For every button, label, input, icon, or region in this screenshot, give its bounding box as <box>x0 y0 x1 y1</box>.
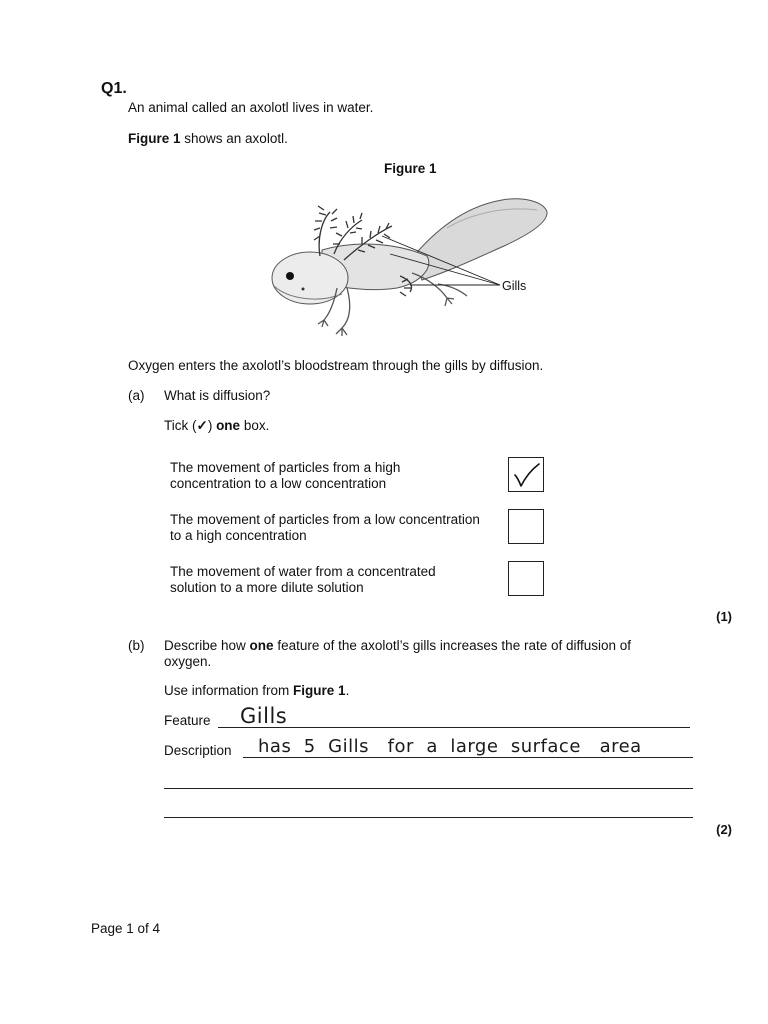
tick-bold: one <box>216 418 241 433</box>
axolotl-eye <box>286 272 294 280</box>
description-label: Description <box>164 743 232 758</box>
option-1-line-1: The movement of particles from a high <box>170 460 401 475</box>
question-number: Q1. <box>101 80 127 97</box>
axolotl-tail <box>412 199 547 280</box>
oxygen-text: Oxygen enters the axolotl’s bloodstream through the gills by diffusion. <box>128 358 544 373</box>
part-a-question: What is diffusion? <box>164 388 271 403</box>
part-b-label: (b) <box>128 638 145 653</box>
tick-mid: ) <box>207 418 217 433</box>
answer-line-3[interactable] <box>164 788 693 789</box>
figure-ref-rest: shows an axolotl. <box>180 131 288 146</box>
option-3-checkbox[interactable] <box>508 561 544 596</box>
part-a-marks: (1) <box>716 609 732 624</box>
option-3-text <box>170 564 500 596</box>
tick-symbol: ✓ <box>196 418 208 433</box>
gills-label: Gills <box>502 279 527 293</box>
tick-suffix: box. <box>240 418 270 433</box>
option-2-checkbox[interactable] <box>508 509 544 544</box>
axolotl-figure <box>262 188 562 343</box>
option-1-text <box>170 460 500 492</box>
option-2-line-2: to a high concentration <box>170 528 307 543</box>
option-1-line-2: concentration to a low concentration <box>170 476 387 491</box>
tick-prefix: Tick ( <box>164 418 197 433</box>
option-3-line-1: The movement of water from a concentrated <box>170 564 436 579</box>
use-information-text: Use information from Figure 1. <box>164 683 350 698</box>
description-answer: has 5 Gills for a large surface area <box>258 736 642 757</box>
intro-text: An animal called an axolotl lives in water. <box>128 100 374 115</box>
option-2-line-1: The movement of particles from a low concentration <box>170 512 480 527</box>
feature-answer-line[interactable] <box>218 727 690 728</box>
option-3-line-2: solution to a more dilute solution <box>170 580 364 595</box>
figure-reference <box>128 131 288 146</box>
figure-ref-bold: Figure 1 <box>128 131 181 146</box>
figure-title: Figure 1 <box>384 161 437 176</box>
part-b-question-line-1: Describe how one feature of the axolotl’s gills increases the rate of diffusion of <box>164 638 632 653</box>
feature-answer: Gills <box>240 704 288 728</box>
part-b-question <box>164 638 684 670</box>
part-b-question-line-2: oxygen. <box>164 654 212 669</box>
page-number: Page 1 of 4 <box>91 921 161 936</box>
check-mark-icon <box>509 458 543 491</box>
tick-instruction <box>164 418 269 434</box>
part-a-label: (a) <box>128 388 145 403</box>
option-1-checkbox[interactable] <box>508 457 544 492</box>
option-2-text <box>170 512 500 544</box>
part-b-marks: (2) <box>716 822 732 837</box>
description-answer-line[interactable] <box>243 757 693 758</box>
feature-label: Feature <box>164 713 211 728</box>
answer-line-4[interactable] <box>164 817 693 818</box>
